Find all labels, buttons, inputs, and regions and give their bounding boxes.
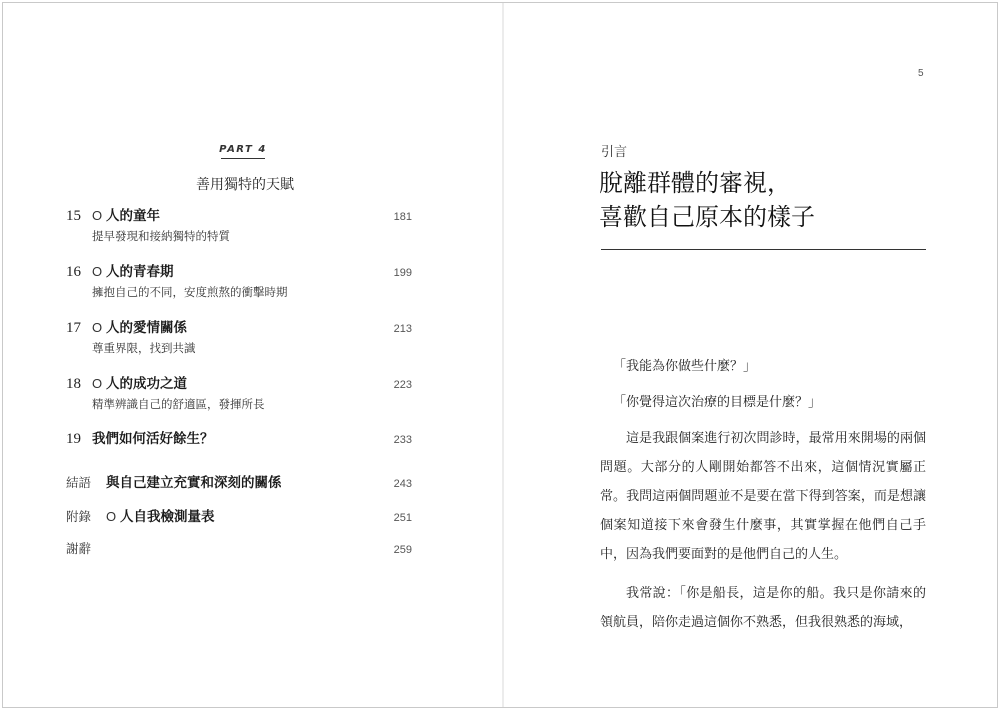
page-ref: 181	[393, 211, 412, 223]
part-label: PART 4	[219, 144, 267, 155]
section-label: 引言	[601, 145, 628, 160]
toc-entry-17[interactable]	[66, 316, 412, 356]
entry-title: 與自己建立充實和深刻的關係	[106, 475, 282, 491]
intro-title-line-2: 喜歡自己原本的樣子	[599, 203, 815, 231]
page-number: 5	[918, 68, 924, 79]
chapter-title: 人的愛情關係	[106, 320, 187, 336]
toc-entry-appendix[interactable]	[66, 505, 412, 523]
o-marker: O	[92, 264, 103, 279]
paragraph-2: 我常說：「你是船長，這是你的船。我只是你請來的領航員，陪你走過這個你不熟悉，但我很熟悉的海域，	[600, 586, 926, 630]
toc-entry-epilogue[interactable]	[66, 471, 412, 489]
chapter-subtitle: 提早發現和接納獨特的特質	[92, 229, 230, 243]
page-ref: 223	[393, 379, 412, 391]
page-gutter	[502, 3, 504, 707]
part-underline	[221, 158, 265, 159]
page-ref: 199	[393, 267, 412, 279]
chapter-subtitle: 精準辨識自己的舒適區，發揮所長	[92, 397, 265, 411]
chapter-number: 15	[66, 208, 81, 224]
part-title: 善用獨特的天賦	[196, 177, 294, 193]
intro-title-line-1: 脫離群體的審視，	[599, 169, 791, 197]
toc-entry-19[interactable]	[66, 427, 412, 445]
toc-entry-18[interactable]	[66, 372, 412, 412]
chapter-number: 17	[66, 320, 81, 336]
toc-entry-16[interactable]	[66, 260, 412, 300]
o-marker: O	[106, 509, 117, 524]
page-ref: 233	[393, 434, 412, 446]
chapter-number: 18	[66, 376, 81, 392]
page-ref: 243	[393, 478, 412, 490]
o-marker: O	[92, 376, 103, 391]
chapter-title: 人的青春期	[106, 264, 174, 280]
paragraph-1: 這是我跟個案進行初次問診時，最常用來開場的兩個問題。大部分的人剛開始都答不出來，這個情況實屬正常。我問這兩個問題並不是要在當下得到答案，而是想讓個案知道接下來會發生什麼事，其實掌握在他們自己手中，因為我們要面對的是他們自己的人生。	[600, 431, 926, 562]
title-rule	[601, 249, 926, 250]
intro-title	[599, 166, 929, 234]
page-ref: 251	[393, 512, 412, 524]
chapter-subtitle: 尊重界限，找到共識	[92, 341, 196, 355]
body-text	[600, 352, 926, 647]
chapter-subtitle: 擁抱自己的不同，安度煎熬的衝擊時期	[92, 285, 288, 299]
o-marker: O	[92, 208, 103, 223]
chapter-title: 我們如何活好餘生？	[92, 431, 214, 447]
quote-2: 「你覺得這次治療的目標是什麼？」	[613, 395, 822, 410]
page-ref: 213	[393, 323, 412, 335]
chapter-title: 人的成功之道	[106, 376, 187, 392]
toc-entry-15[interactable]	[66, 204, 412, 244]
chapter-title: 人的童年	[106, 208, 160, 224]
entry-title: 人自我檢測量表	[120, 509, 215, 525]
entry-prefix: 結語	[66, 475, 92, 490]
entry-title: 謝辭	[66, 541, 92, 556]
entry-prefix: 附錄	[66, 509, 92, 524]
page-ref: 259	[393, 544, 412, 556]
o-marker: O	[92, 320, 103, 335]
chapter-number: 19	[66, 431, 81, 447]
chapter-number: 16	[66, 264, 81, 280]
toc-entry-acknowledgements[interactable]	[66, 539, 412, 557]
quote-1: 「我能為你做些什麼？」	[613, 359, 757, 374]
